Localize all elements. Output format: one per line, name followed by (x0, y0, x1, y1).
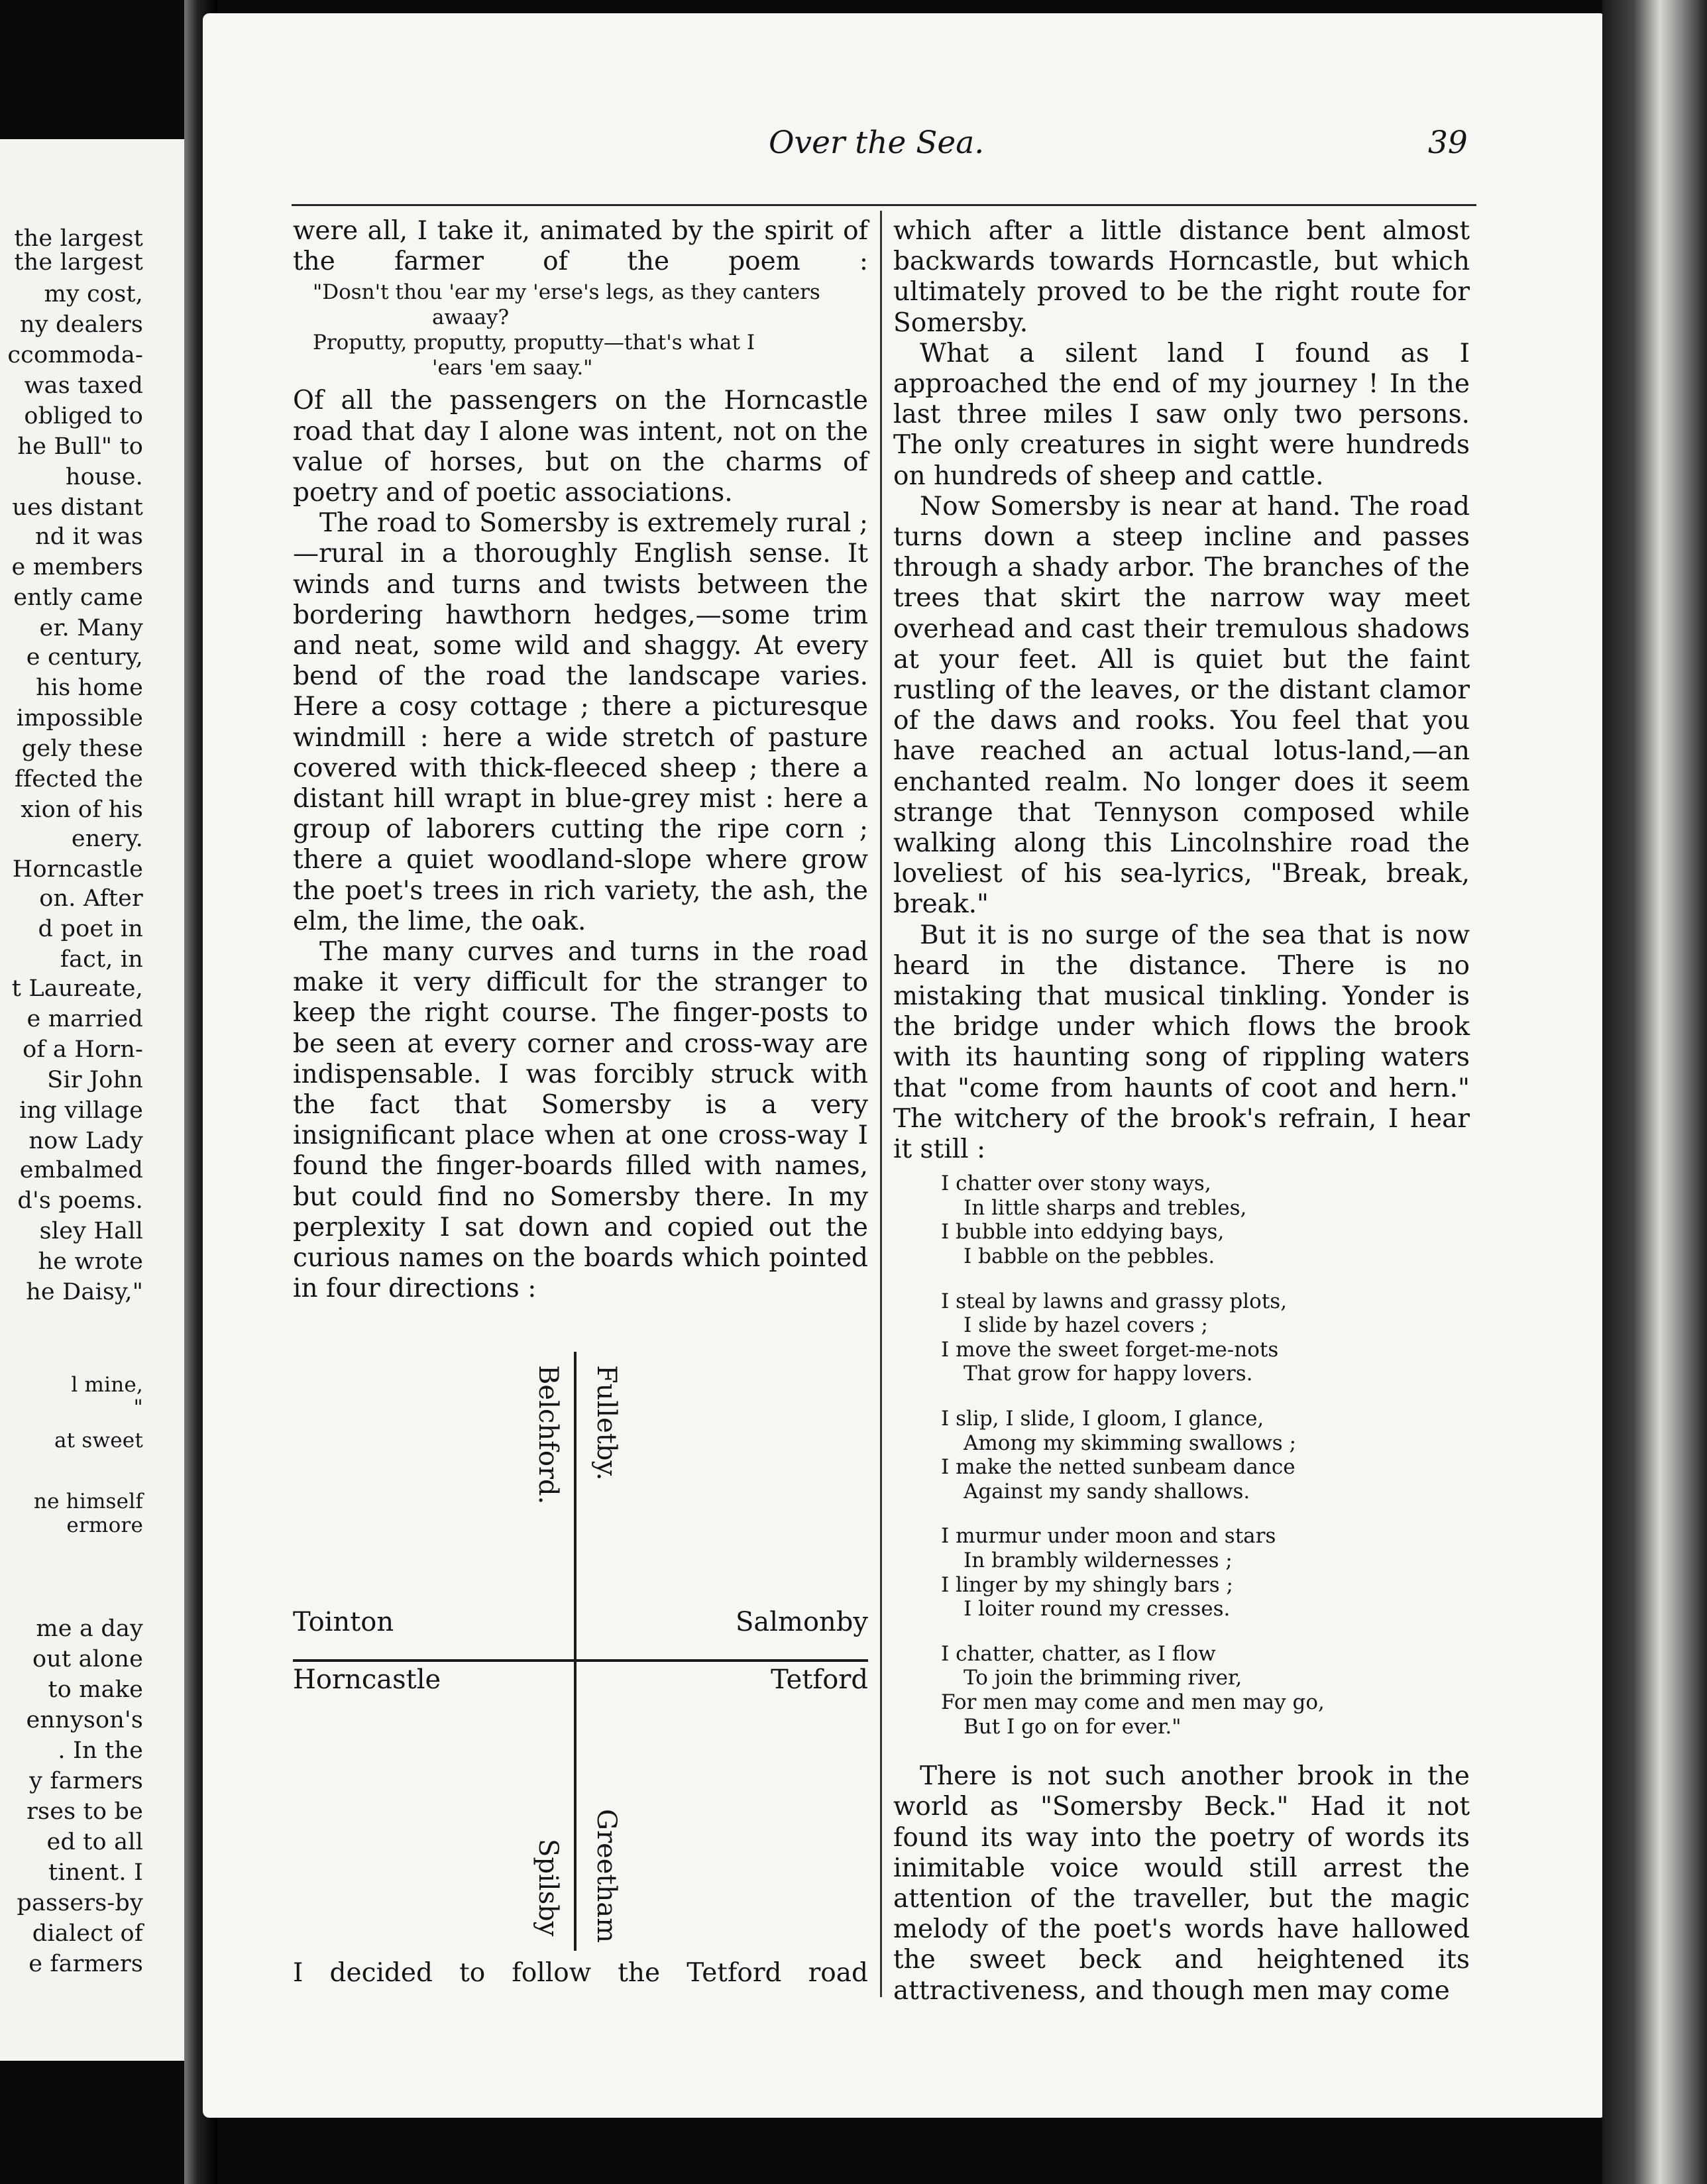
poem-stanza (893, 1289, 1470, 1386)
left-page-line: at sweet (54, 1429, 143, 1452)
paragraph: But it is no surge of the sea that is now heard in the distance. There is no mistaking that musical tinkling. Yonder is the bridge under which flows the brook with its haunting song of rippling waters that "come from haunts of coot and hern." The witchery of the brook's refrain, I hear it still : (893, 920, 1470, 1165)
quote-line: Proputty, proputty, proputty—that's what I (313, 331, 755, 355)
sign-spilsby: Spilsby (533, 1839, 563, 1937)
poem-line: But I go on for ever." (964, 1714, 1182, 1739)
sign-tetford: Tetford (771, 1665, 868, 1695)
left-page-line: dialect of (32, 1920, 143, 1947)
left-page-line: ccommoda- (7, 342, 143, 368)
poem-line: I chatter over stony ways, (941, 1172, 1211, 1196)
quote-line: 'ears 'em saay." (432, 356, 593, 380)
left-page-line: e century, (26, 644, 143, 671)
left-page-line: he Daisy," (26, 1279, 143, 1305)
poem-line: For men may come and men may go, (941, 1690, 1325, 1714)
poem-stanza (893, 1524, 1470, 1621)
left-page-line: enery. (71, 826, 143, 852)
left-page-line: l mine, (71, 1373, 143, 1397)
left-page-line: e married (27, 1006, 143, 1032)
left-page-line: er. Many (39, 615, 143, 641)
left-page-line: embalmed (19, 1157, 143, 1183)
sign-fulletby: Fulletby. (591, 1365, 622, 1481)
left-page-line: rses to be (27, 1798, 143, 1825)
poem-quote (313, 280, 868, 380)
poem-line: Among my skimming swallows ; (964, 1431, 1297, 1455)
left-page-line: Sir John (47, 1067, 143, 1093)
left-page-line: xion of his (21, 796, 143, 823)
left-page-line: me a day (36, 1615, 143, 1642)
sign-greetham: Greetham (591, 1809, 622, 1943)
left-page-line: d poet in (38, 916, 143, 942)
intro-paragraph: were all, I take it, animated by the spirit of the farmer of the poem : (293, 216, 868, 277)
left-page-line: on. After (39, 885, 143, 912)
left-page-line: he wrote (38, 1248, 143, 1275)
paragraph: The many curves and turns in the road make it very difficult for the stranger to keep the right course. The finger-posts to be seen at every corner and cross-way are indispensable. I was forcibly struck with the fact that Somersby is a very insignificant place when at one cross-way I found the finger-boards filled with names, but could find no Somersby there. In my perplexity I sat down and copied out the curious names on the boards which pointed in four directions : (293, 937, 868, 1304)
finger-post-diagram (293, 1352, 868, 1948)
left-page-line: d's poems. (17, 1187, 143, 1214)
left-page-line: ennyson's (26, 1707, 143, 1733)
left-page-line: now Lady (28, 1128, 143, 1154)
poem-line: In brambly wildernesses ; (964, 1549, 1233, 1573)
left-page-line: nd it was (34, 523, 143, 550)
left-page-line: he Bull" to (17, 433, 143, 460)
left-page-line: sley Hall (39, 1218, 143, 1244)
poem-line: I make the netted sunbeam dance (941, 1455, 1295, 1480)
poem-line: I move the sweet forget-me-nots (941, 1337, 1279, 1362)
left-page-line: obliged to (24, 403, 143, 429)
left-page-line: fact, in (60, 946, 143, 973)
paragraph: Of all the passengers on the Horncastle road that day I alone was intent, not on the value of horses, but on the charms of poetry and of poetic associations. (293, 386, 868, 508)
poem-stanza (893, 1407, 1470, 1503)
sign-tointon: Tointon (293, 1607, 394, 1637)
left-page-line: his home (36, 675, 143, 701)
paragraph: The road to Somersby is extremely rural ;—rural in a thoroughly English sense. It winds and turns and twists between the bordering hawthorn hedges,—some trim and neat, some wild and shaggy. At every bend of the road the landscape varies. Here a cosy cottage ; there a picturesque windmill : here a wide stretch of pasture covered with thick-fleeced sheep ; there a distant hill wrapt in blue-grey mist : here a group of laborers cutting the ripe corn ; there a quiet woodland-slope where grow the poet's trees in rich variety, the ash, the elm, the lime, the oak. (293, 508, 868, 936)
left-page-line: ues distant (12, 494, 143, 521)
signpost-lower-pole (574, 1662, 577, 1951)
sign-horncastle: Horncastle (293, 1665, 441, 1695)
left-page-line: ne himself (33, 1490, 143, 1513)
left-page-line: t Laureate, (11, 975, 143, 1002)
left-page-line: ny dealers (19, 311, 143, 338)
left-page-line: y farmers (29, 1768, 143, 1794)
page-edge (1602, 0, 1707, 2184)
left-page-line: the largest (14, 225, 143, 252)
paragraph: which after a little distance bent almost backwards towards Horncastle, but which ultimately proved to be the right route for Somersby. (893, 216, 1470, 338)
left-page-line: impossible (16, 705, 143, 732)
paragraph: What a silent land I found as I approached the end of my journey ! In the last three miles I saw only two persons. The only creatures in sight were hundreds on hundreds of sheep and cattle. (893, 338, 1470, 491)
left-page-line: ermore (66, 1513, 143, 1537)
right-column (893, 216, 1470, 2006)
sign-belchford: Belchford. (533, 1365, 563, 1505)
paragraph: Now Somersby is near at hand. The road turns down a steep incline and passes through a shady arbor. The branches of the trees that skirt the narrow way meet overhead and cast their tremulous shadows at your feet. All is quiet but the faint rustling of the leaves, or the distant clamor of the daws and rooks. You feel that you have reached an actual lotus-land,—an enchanted realm. No longer does it seem strange that Tennyson composed while walking along this Lincolnshire road the loveliest of his sea-lyrics, "Break, break, break." (893, 491, 1470, 920)
left-page-line: to make (48, 1676, 143, 1703)
left-page-line: e members (11, 554, 143, 580)
left-page-line: gely these (21, 736, 143, 762)
poem-line: I steal by lawns and grassy plots, (941, 1289, 1288, 1313)
poem-line: I loiter round my cresses. (964, 1597, 1231, 1621)
quote-line: "Dosn't thou 'ear my 'erse's legs, as they canters (313, 280, 820, 305)
left-page-line: my cost, (44, 281, 143, 307)
left-page-line: house. (65, 464, 143, 490)
left-page-line: " (133, 1395, 143, 1419)
left-page-line: out alone (32, 1646, 143, 1672)
running-header: Over the Sea. (769, 125, 985, 161)
column-divider (880, 211, 882, 1997)
poem-line: I slide by hazel covers ; (964, 1313, 1208, 1338)
poem-line: I babble on the pebbles. (964, 1244, 1215, 1269)
paragraph: There is not such another brook in the world as "Somersby Beck." Had it not found its way into the poetry of words its inimitable voice would still arrest the attention of the traveller, but the magic melody of the poet's words have hallowed the sweet beck and heightened its attractiveness, and though men may come (893, 1761, 1470, 2006)
quote-line: awaay? (432, 305, 510, 330)
poem-stanza (893, 1642, 1470, 1739)
left-page-line: ffected the (14, 766, 143, 792)
poem-line: I bubble into eddying bays, (941, 1220, 1225, 1244)
poem-line: I murmur under moon and stars (941, 1524, 1276, 1549)
poem-line: That grow for happy lovers. (964, 1362, 1253, 1386)
poem-line: I chatter, chatter, as I flow (941, 1641, 1216, 1666)
left-page-line: ed to all (46, 1829, 143, 1855)
left-page-line: ing village (19, 1097, 143, 1124)
left-page-line: tinent. I (48, 1859, 143, 1886)
poem-line: I slip, I slide, I gloom, I glance, (941, 1407, 1264, 1431)
left-column (293, 216, 868, 1305)
poem-line: Against my sandy shallows. (964, 1479, 1250, 1503)
poem-line: To join the brimming river, (964, 1666, 1242, 1690)
signpost-crossbar (293, 1659, 868, 1662)
closing-line: I decided to follow the Tetford road (293, 1958, 868, 1988)
header-rule (292, 204, 1476, 206)
left-page-line: passers-by (17, 1890, 143, 1916)
facing-page-fragment (0, 139, 184, 2061)
poem-line: I linger by my shingly bars ; (941, 1572, 1233, 1597)
left-page-line: . In the (58, 1737, 143, 1764)
left-page-line: was taxed (24, 372, 143, 399)
brook-poem (893, 1172, 1470, 1739)
left-page-line: ently came (13, 584, 143, 611)
signpost-upper-pole (574, 1352, 577, 1659)
left-page-line: the largest (14, 249, 143, 276)
sign-salmonby: Salmonby (735, 1607, 868, 1637)
left-page-line: of a Horn- (23, 1036, 143, 1063)
left-page-line: e farmers (28, 1951, 143, 1977)
left-page-line: Horncastle (12, 856, 143, 883)
page-number: 39 (1428, 125, 1468, 161)
poem-line: In little sharps and trebles, (964, 1195, 1247, 1220)
poem-stanza (893, 1172, 1470, 1268)
